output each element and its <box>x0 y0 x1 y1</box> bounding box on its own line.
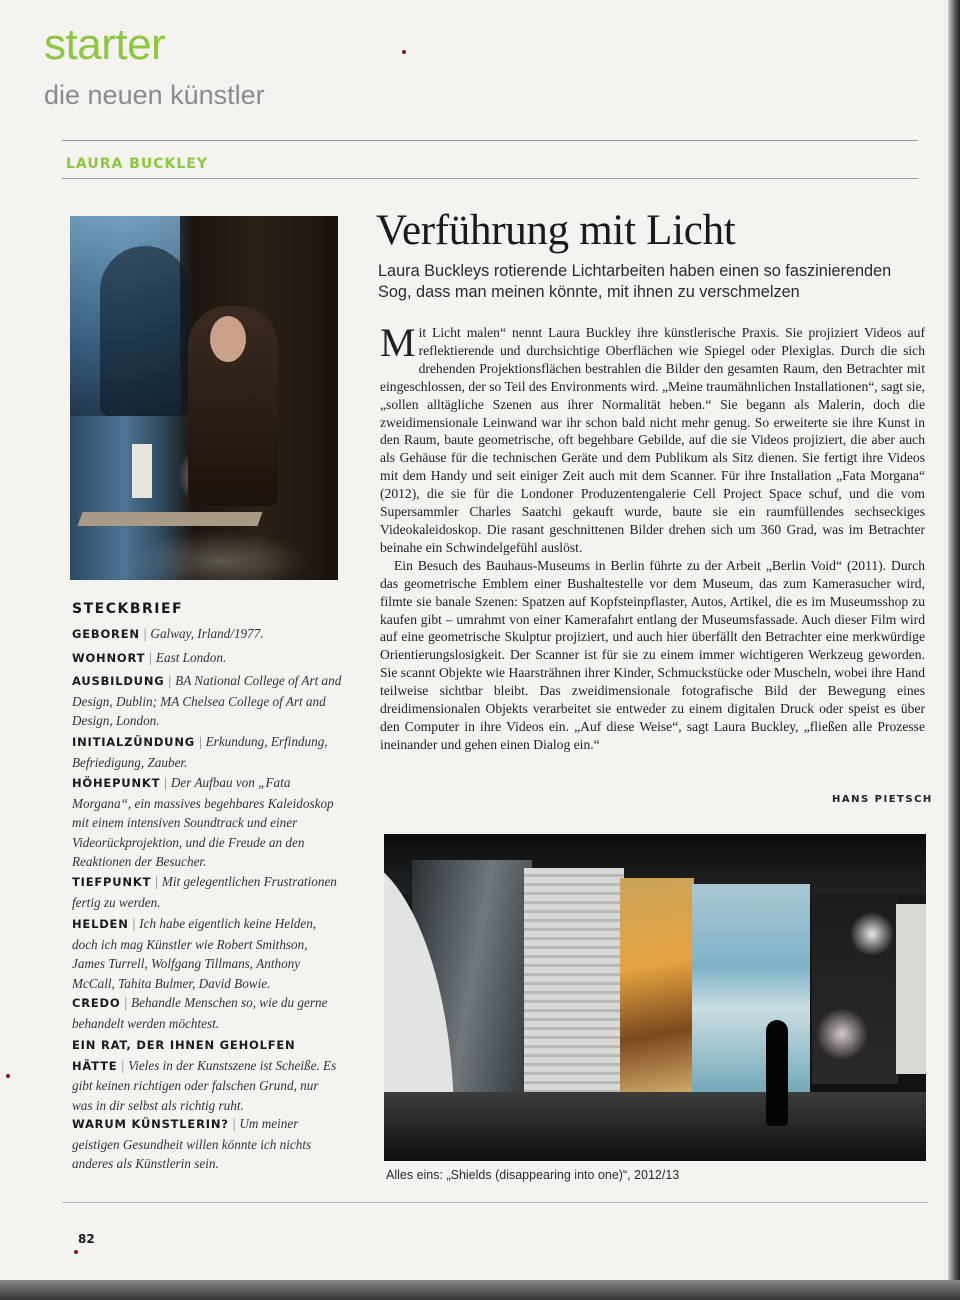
steckbrief-value: Der Aufbau von „Fata Morgana“, ein massives begehbares Kaleidoskop mit einem intensiven Soundtrack und einer Videorückprojektion, und die Freude an den Reaktionen der Besucher. <box>72 775 334 869</box>
projection-panel-building <box>524 868 624 1098</box>
footer-rule <box>62 1202 928 1203</box>
steckbrief-item: EIN RAT, DER IHNEN GEHOLFEN HÄTTE | Vieles in der Kunstszene ist Scheiße. Es gibt keinen richtigen oder falschen Grund, nur was in dir selbst als richtig ruht. <box>72 1038 337 1113</box>
article-deck: Laura Buckleys rotierende Lichtarbeiten haben einen so faszinierenden Sog, dass man meinen könnte, mit ihnen zu verschmelzen <box>378 262 892 301</box>
steckbrief-item: GEBOREN | Galway, Irland/1977. <box>72 626 264 641</box>
author-byline: HANS PIETSCH <box>832 794 933 805</box>
installation-photo <box>384 834 926 1161</box>
steckbrief-item: CREDO | Behandle Menschen so, wie du gerne behandelt werden möchtest. <box>72 995 328 1031</box>
steckbrief-value: Um meiner geistigen Gesundheit willen könnte ich nichts anderes als Künstlerin sein. <box>72 1116 312 1171</box>
steckbrief-label: TIEFPUNKT <box>72 875 152 889</box>
drop-cap: M <box>380 320 416 365</box>
steckbrief-label: GEBOREN <box>72 627 140 641</box>
projection-panel-orange <box>620 878 694 1098</box>
article-headline: Verführung mit Licht <box>376 207 736 254</box>
print-speck <box>6 1074 10 1078</box>
steckbrief-item: WOHNORT | East London. <box>72 650 227 665</box>
artist-portrait-photo <box>70 216 338 580</box>
steckbrief-item: INITIALZÜNDUNG | Erkundung, Erfindung, Befriedigung, Zauber. <box>72 734 328 770</box>
steckbrief-item: AUSBILDUNG | BA National College of Art and Design, Dublin; MA Chelsea College of Art and Design, London. <box>72 673 342 728</box>
body-paragraph-1 <box>380 320 925 557</box>
section-title: starter <box>44 20 166 69</box>
steckbrief-label: WARUM KÜNSTLERIN? <box>72 1117 229 1131</box>
header-rule-top <box>62 140 918 141</box>
steckbrief-label: AUSBILDUNG <box>72 674 165 688</box>
steckbrief-value: Mit gelegentlichen Frustrationen fertig zu werden. <box>72 874 337 910</box>
steckbrief-value: Behandle Menschen so, wie du gerne behandelt werden möchtest. <box>72 995 328 1031</box>
artist-name: LAURA BUCKLEY <box>66 156 208 172</box>
paragraph-1-text: it Licht malen“ nennt Laura Buckley ihre künstlerische Praxis. Sie projiziert Videos auf reflektierende und durchsichtige Oberflächen wie Spiegel oder Plexiglas. Durch die sich drehenden Projektionsflächen bestrahlen die Bilder den gesamten Raum, den Betrachter mit eingeschlossen, der so Teil des Environments wird. „Meine traumähnlichen Installationen“, sagt sie, „sollen alltägliche Szenen aus ihrer Normalität heben.“ Sie begann als Malerin, doch die zweidimensionale Leinwand war ihr schon bald nicht mehr genug. So erweiterte sie ihre Kunst in den Raum, baute geometrische, oft begehbare Gebilde, auf die sie Videos projiziert, die aber auch als Gehäuse für die technischen Geräte und dem Publikum als Sitz dienen. Sie fertigt ihre Videos mit dem Handy und seit einiger Zeit auch mit dem Scanner. Für ihre Installation „Fata Morgana“ (2012), die sie für die Londoner Produzentengalerie Cell Project Space schuf, und die vom Supersammler Charles Saatchi gekauft wurde, baute sie ein raumfüllendes sechseckiges Videokaleidoskop. Die rasant geschnittenen Bilder drehen sich um 360 Grad, was im Betrachter beinahe ein Schwindelgefühl auslöst. <box>380 325 925 555</box>
steckbrief-item: TIEFPUNKT | Mit gelegentlichen Frustrationen fertig zu werden. <box>72 874 337 910</box>
steckbrief-heading: STECKBRIEF <box>72 601 184 617</box>
artist-face <box>210 316 246 362</box>
print-speck <box>402 50 406 54</box>
body-paragraph-2: Ein Besuch des Bauhaus-Museums in Berlin führte zu der Arbeit „Berlin Void“ (2011). Durch das geometrische Emblem einer Bushaltestelle vor dem Museum, das zum Kamerasucher wird, filmte sie banale Szenen: Spatzen auf Kopfsteinpflaster, Autos, Artikel, die es im Museumsshop zu kaufen gibt – umrahmt von einer Kamerafahrt entlang der Museumsfassade. Auch dieser Film wird auf eine geometrische Skulptur projiziert, und auch hier überfällt den Betrachter eine merkwürdige Orientierungslosigkeit. Der Scanner ist für sie zu einem immer wichtigeren Werkzeug geworden. Sie scannt Objekte wie Haarsträhnen ihrer Kinder, Schmuckstücke oder Muscheln, wobei ihre Hand teilweise sichtbar bleibt. Das zweidimensionale fotografische Bild der Bewegung eines dreidimensionalen Objekts verarbeitet sie entweder zu einem digitalen Druck oder speist es über den Computer in ihre Videos ein. „Auf diese Weise“, sagt Laura Buckley, „fließen alle Prozesse ineinander und gehen einen Dialog ein.“ <box>380 557 925 752</box>
projection-panel-white <box>896 904 926 1074</box>
steckbrief-label: CREDO <box>72 996 121 1010</box>
photo-caption: Alles eins: „Shields (disappearing into one)“, 2012/13 <box>386 1168 680 1182</box>
article-body <box>380 320 925 754</box>
page-bottom-edge <box>0 1280 960 1300</box>
steckbrief-value: Erkundung, Erfindung, Befriedigung, Zauber. <box>72 734 328 770</box>
steckbrief-value: Vieles in der Kunstszene ist Scheiße. Es gibt keinen richtigen oder falschen Grund, nur was in dir selbst als richtig ruht. <box>72 1057 337 1113</box>
gallery-floor <box>384 1092 926 1161</box>
table-surface <box>77 512 262 526</box>
print-speck <box>74 1250 78 1254</box>
section-subtitle: die neuen künstler <box>44 80 265 110</box>
projection-panel-flowers <box>812 894 898 1084</box>
steckbrief-value: East London. <box>155 650 227 665</box>
steckbrief-label: HÖHEPUNKT <box>72 776 161 790</box>
steckbrief-value: Ich habe eigentlich keine Helden, doch ich mag Künstler wie Robert Smithson, James Turrell, Wolfgang Tillmans, Anthony McCall, Tahita Bulmer, David Bowie. <box>72 916 317 991</box>
steckbrief-label: WOHNORT <box>72 651 146 665</box>
shadow-silhouette <box>100 246 190 416</box>
steckbrief-item: WARUM KÜNSTLERIN? | Um meiner geistigen Gesundheit willen könnte ich nichts anderes als Künstlerin sein. <box>72 1116 312 1171</box>
page-number: 82 <box>78 1232 95 1246</box>
steckbrief-item: HELDEN | Ich habe eigentlich keine Helden, doch ich mag Künstler wie Robert Smithson, James Turrell, Wolfgang Tillmans, Anthony McCall, Tahita Bulmer, David Bowie. <box>72 916 317 991</box>
steckbrief-value: BA National College of Art and Design, Dublin; MA Chelsea College of Art and Design, London. <box>72 673 342 728</box>
light-projector <box>132 444 152 498</box>
page-binding-edge <box>948 0 960 1300</box>
visitor-silhouette <box>766 1020 788 1126</box>
header-rule-bottom <box>62 178 918 179</box>
steckbrief-label: HELDEN <box>72 917 129 931</box>
steckbrief-value: Galway, Irland/1977. <box>150 626 264 641</box>
steckbrief-label: INITIALZÜNDUNG <box>72 735 195 749</box>
projection-panel-blue <box>692 884 810 1092</box>
steckbrief-item: HÖHEPUNKT | Der Aufbau von „Fata Morgana“, ein massives begehbares Kaleidoskop mit einem intensiven Soundtrack und einer Videorückprojektion, und die Freude an den Reaktionen der Besucher. <box>72 775 334 869</box>
steckbrief-label: EIN RAT, DER IHNEN GEHOLFEN HÄTTE <box>72 1038 296 1073</box>
